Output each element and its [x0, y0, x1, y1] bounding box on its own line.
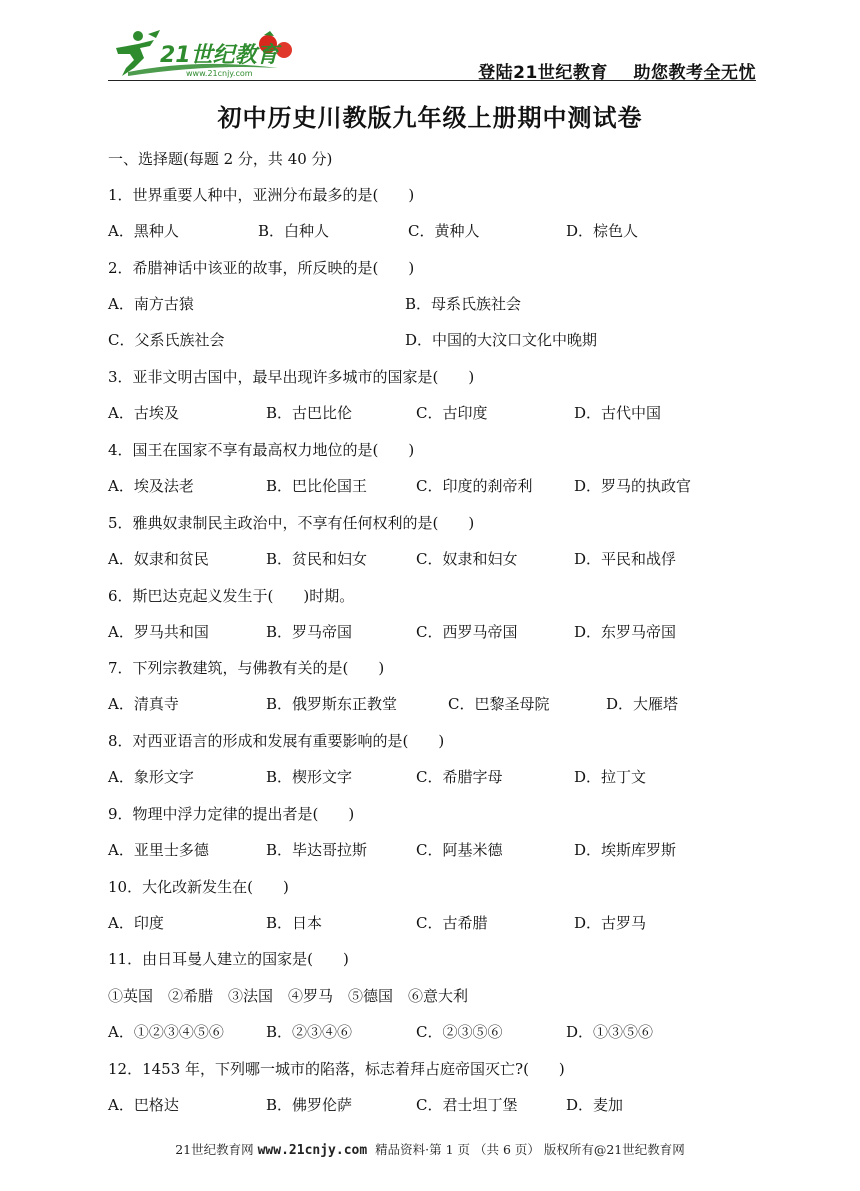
q6-option-a: A．罗马共和国 — [108, 623, 209, 641]
q11-subitems: ①英国 ②希腊 ③法国 ④罗马 ⑤德国 ⑥意大利 — [108, 987, 469, 1005]
question-12: 12．1453 年，下列哪一城市的陷落，标志着拜占庭帝国灭亡?( ) — [108, 1060, 565, 1078]
footer-url-link[interactable]: www.21cnjy.com — [257, 1143, 368, 1158]
q11-option-a: A．①②③④⑤⑥ — [108, 1023, 224, 1041]
q11-option-c: C．②③⑤⑥ — [416, 1023, 503, 1041]
q9-option-c: C．阿基米德 — [416, 841, 503, 859]
q9-option-a: A．亚里士多德 — [108, 841, 209, 859]
q12-option-b: B．佛罗伦萨 — [266, 1096, 353, 1114]
q3-option-c: C．古印度 — [416, 404, 488, 422]
question-7: 7．下列宗教建筑，与佛教有关的是( ) — [108, 659, 385, 677]
q11-option-d: D．①③⑤⑥ — [566, 1023, 654, 1041]
q8-option-d: D．拉丁文 — [574, 768, 647, 786]
q7-option-d: D．大雁塔 — [606, 695, 679, 713]
q3-option-d: D．古代中国 — [574, 404, 662, 422]
question-8: 8．对西亚语言的形成和发展有重要影响的是( ) — [108, 732, 445, 750]
q4-option-a: A．埃及法老 — [108, 477, 194, 495]
question-1: 1．世界重要人种中，亚洲分布最多的是( ) — [108, 186, 415, 204]
question-3: 3．亚非文明古国中，最早出现许多城市的国家是( ) — [108, 368, 475, 386]
page-footer — [0, 1140, 860, 1158]
q2-option-d: D．中国的大汶口文化中晚期 — [405, 331, 598, 349]
question-2: 2．希腊神话中该亚的故事，所反映的是( ) — [108, 259, 415, 277]
q3-option-b: B．古巴比伦 — [266, 404, 353, 422]
q5-option-b: B．贫民和妇女 — [266, 550, 368, 568]
page-header — [108, 28, 756, 84]
q6-option-c: C．西罗马帝国 — [416, 623, 518, 641]
q1-option-b: B．白种人 — [258, 222, 330, 240]
question-5: 5．雅典奴隶制民主政治中，不享有任何权利的是( ) — [108, 514, 475, 532]
q12-option-c: C．君士坦丁堡 — [416, 1096, 518, 1114]
q12-option-d: D．麦加 — [566, 1096, 624, 1114]
header-divider — [108, 80, 756, 81]
q10-option-b: B．日本 — [266, 914, 323, 932]
logo-url: www.21cnjy.com — [186, 69, 253, 78]
q7-option-a: A．清真寺 — [108, 695, 179, 713]
q9-option-b: B．毕达哥拉斯 — [266, 841, 368, 859]
question-6: 6．斯巴达克起义发生于( )时期。 — [108, 587, 355, 605]
q1-option-c: C．黄种人 — [408, 222, 480, 240]
q5-option-a: A．奴隶和贫民 — [108, 550, 209, 568]
q1-option-a: A．黑种人 — [108, 222, 179, 240]
q10-option-d: D．古罗马 — [574, 914, 647, 932]
question-11: 11．由日耳曼人建立的国家是( ) — [108, 950, 349, 968]
q12-option-a: A．巴格达 — [108, 1096, 179, 1114]
q10-option-a: A．印度 — [108, 914, 164, 932]
q4-option-c: C．印度的刹帝利 — [416, 477, 533, 495]
q11-option-b: B．②③④⑥ — [266, 1023, 353, 1041]
q1-option-d: D．棕色人 — [566, 222, 639, 240]
q6-option-b: B．罗马帝国 — [266, 623, 353, 641]
section-heading: 一、选择题(每题 2 分，共 40 分) — [108, 150, 333, 168]
q8-option-c: C．希腊字母 — [416, 768, 503, 786]
q10-option-c: C．古希腊 — [416, 914, 488, 932]
footer-site-name: 21世纪教育网 — [175, 1142, 258, 1157]
footer-page-info: 精品资料·第 1 页 （共 6 页） 版权所有@21世纪教育网 — [367, 1142, 685, 1157]
q9-option-d: D．埃斯库罗斯 — [574, 841, 677, 859]
q8-option-a: A．象形文字 — [108, 768, 194, 786]
q7-option-b: B．俄罗斯东正教堂 — [266, 695, 398, 713]
question-10: 10．大化改新发生在( ) — [108, 878, 289, 896]
q2-option-a: A．南方古猿 — [108, 295, 194, 313]
q8-option-b: B．楔形文字 — [266, 768, 353, 786]
q5-option-d: D．平民和战俘 — [574, 550, 677, 568]
question-9: 9．物理中浮力定律的提出者是( ) — [108, 805, 355, 823]
q3-option-a: A．古埃及 — [108, 404, 179, 422]
logo-21cnjy — [108, 28, 308, 80]
q4-option-d: D．罗马的执政官 — [574, 477, 692, 495]
page-title: 初中历史川教版九年级上册期中测试卷 — [217, 104, 643, 132]
question-4: 4．国王在国家不享有最高权力地位的是( ) — [108, 441, 415, 459]
header-slogan: 登陆21世纪教育 助您教考全无忧 — [478, 63, 756, 83]
q2-option-b: B．母系氏族社会 — [405, 295, 522, 313]
q5-option-c: C．奴隶和妇女 — [416, 550, 518, 568]
q4-option-b: B．巴比伦国王 — [266, 477, 368, 495]
q2-option-c: C．父系氏族社会 — [108, 331, 225, 349]
q7-option-c: C．巴黎圣母院 — [448, 695, 550, 713]
logo-text: 21世纪教育 — [160, 43, 279, 68]
q6-option-d: D．东罗马帝国 — [574, 623, 677, 641]
